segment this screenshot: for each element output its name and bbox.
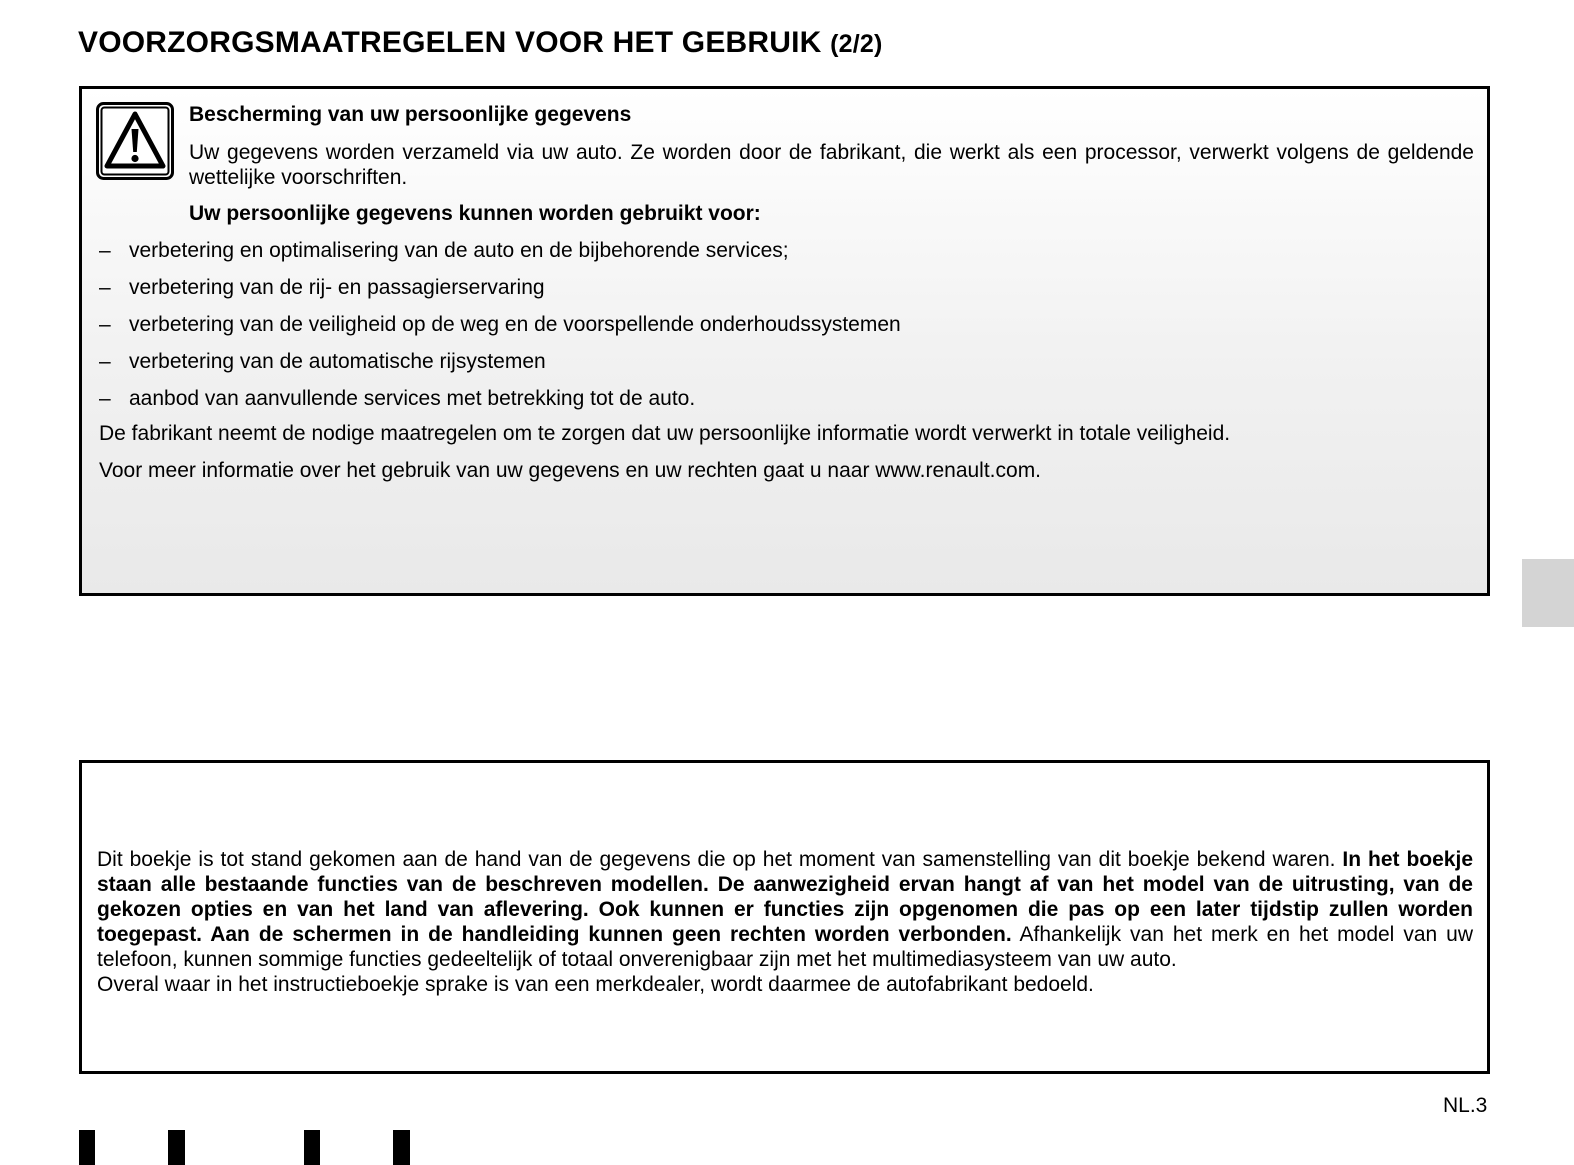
notice-box: [79, 760, 1490, 1074]
warning-use-title: Uw persoonlijke gegevens kunnen worden gebruikt voor:: [189, 202, 761, 225]
list-dash: –: [99, 313, 111, 336]
list-item-text: verbetering van de rij- en passagierservaring: [129, 276, 545, 299]
crop-mark: [79, 1130, 95, 1165]
list-dash: –: [99, 387, 111, 410]
page-title: [78, 26, 883, 60]
page-title-suffix: (2/2): [830, 30, 883, 58]
warning-box: [79, 86, 1490, 596]
list-item-text: verbetering van de veiligheid op de weg en de voorspellende onderhoudssystemen: [129, 313, 901, 336]
list-item-text: verbetering van de automatische rijsystemen: [129, 350, 546, 373]
page-title-text: VOORZORGSMAATREGELEN VOOR HET GEBRUIK: [78, 26, 822, 59]
warning-title: Bescherming van uw persoonlijke gegevens: [189, 103, 632, 126]
list-dash: –: [99, 350, 111, 373]
warning-triangle-icon: [96, 102, 174, 180]
list-dash: –: [99, 276, 111, 299]
warning-intro: Uw gegevens worden verzameld via uw auto. Ze worden door de fabrikant, die werkt als een processor, verwerkt volgens de geldende wettelijke voorschriften.: [189, 141, 1474, 189]
crop-mark: [304, 1130, 320, 1165]
notice-intro-text: Dit boekje is tot stand gekomen aan de hand van de gegevens die op het moment van samenstelling van dit boekje bekend waren.: [97, 848, 1343, 871]
crop-mark: [393, 1130, 410, 1165]
list-item-text: aanbod van aanvullende services met betrekking tot de auto.: [129, 387, 696, 410]
warning-paragraph-more-info: Voor meer informatie over het gebruik van uw gegevens en uw rechten gaat u naar www.renault.com.: [99, 459, 1042, 482]
notice-dealer-paragraph: Overal waar in het instructieboekje sprake is van een merkdealer, wordt daarmee de autofabrikant bedoeld.: [97, 973, 1094, 996]
list-item-text: verbetering en optimalisering van de auto en de bijbehorende services;: [129, 239, 789, 262]
page-number: NL.3: [1443, 1094, 1488, 1117]
list-dash: –: [99, 239, 111, 262]
section-side-tab: [1522, 559, 1574, 627]
notice-bold-text: In het boekje staan alle bestaande functies van de beschreven modellen. De aanwezigheid ervan hangt af van het model van de uitrusting, van de gekozen opties en van het land van aflevering. Ook kunnen er functies zijn opgenomen die pas op een later tijdstip zullen worden toegepast. Aan de schermen in de handleiding kunnen geen rechten worden verbonden.: [97, 848, 1473, 946]
crop-mark: [168, 1130, 185, 1165]
notice-phone-text: Afhankelijk van het merk en het model van uw telefoon, kunnen sommige functies gedeeltelijk of totaal onverenigbaar zijn met het multimediasysteem van uw auto.: [97, 923, 1473, 971]
notice-paragraph: [97, 847, 1473, 972]
warning-paragraph-safety: De fabrikant neemt de nodige maatregelen om te zorgen dat uw persoonlijke informatie wordt verwerkt in totale veiligheid.: [99, 422, 1231, 445]
notice-text: [97, 847, 1473, 997]
